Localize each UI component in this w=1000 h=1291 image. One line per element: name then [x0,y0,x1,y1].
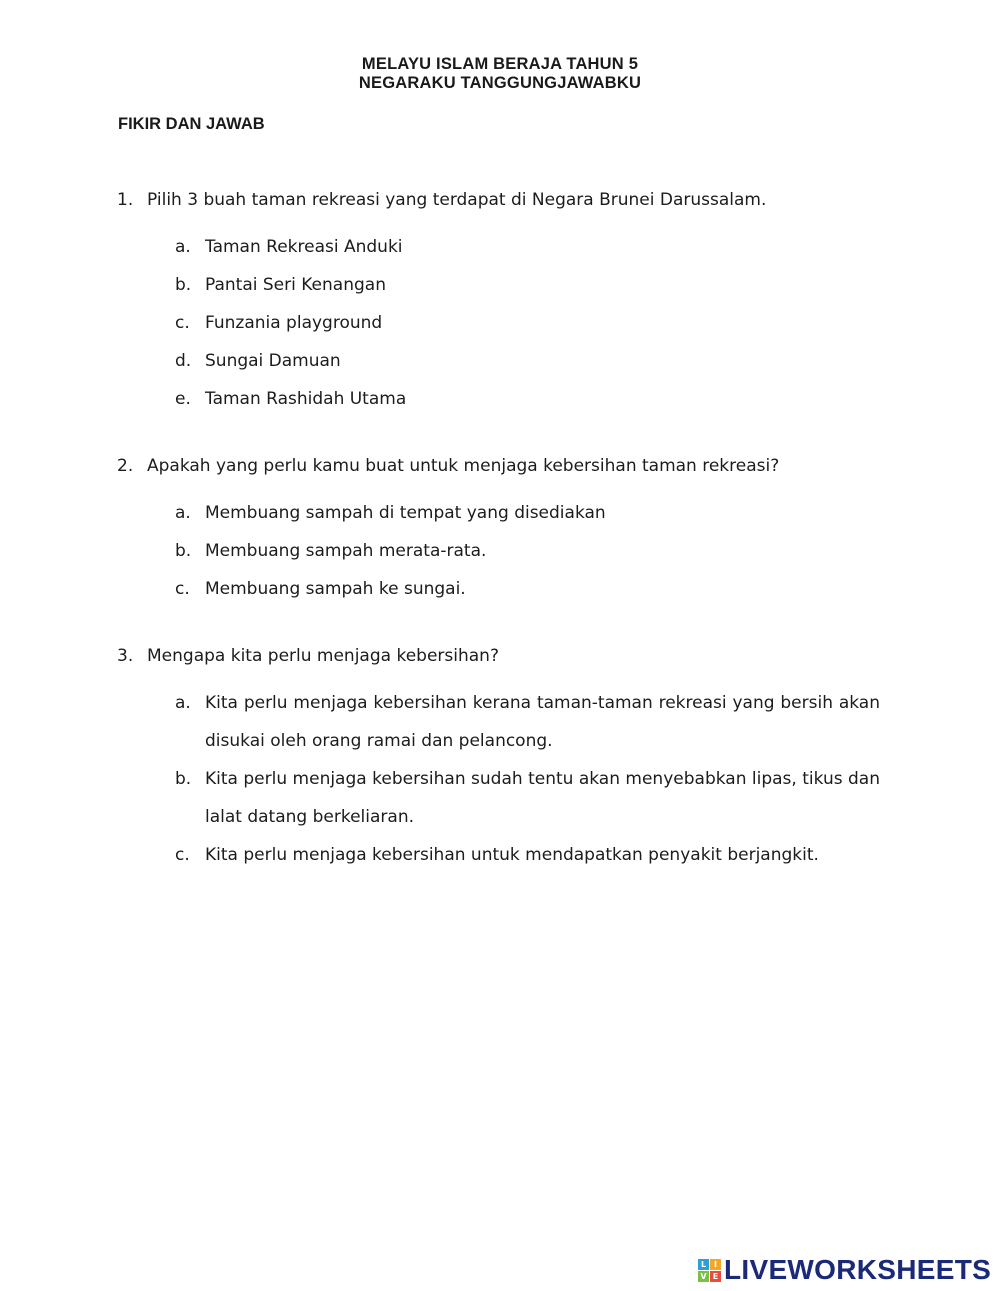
question-number: 1. [117,190,134,210]
option-letter: e. [175,389,191,409]
option-text: Kita perlu menjaga kebersihan untuk mendapatkan penyakit berjangkit. [205,845,819,865]
option-text: Funzania playground [205,313,383,333]
page-subtitle: NEGARAKU TANGGUNGJAWABKU [358,74,642,92]
answer-option[interactable] [175,380,880,418]
answer-option[interactable] [175,228,880,266]
answer-option[interactable] [175,760,880,836]
option-letter: c. [175,579,190,599]
option-text: Kita perlu menjaga kebersihan sudah tentu akan menyebabkan lipas, tikus dan lalat datang berkeliaran. [205,769,880,827]
option-text: Membuang sampah merata-rata. [205,541,487,561]
question-number: 2. [117,456,134,476]
answer-option[interactable] [175,342,880,380]
question-text: Mengapa kita perlu menjaga kebersihan? [147,646,499,666]
question-text: Pilih 3 buah taman rekreasi yang terdapat di Negara Brunei Darussalam. [147,190,767,210]
option-letter: a. [175,693,191,713]
logo-cell: I [710,1259,721,1270]
logo-cell: E [710,1271,721,1282]
answer-option[interactable] [175,266,880,304]
option-letter: d. [175,351,192,371]
section-heading: FIKIR DAN JAWAB [118,115,265,133]
option-text: Membuang sampah ke sungai. [205,579,466,599]
page-title: MELAYU ISLAM BERAJA TAHUN 5 [361,55,639,73]
question-text: Apakah yang perlu kamu buat untuk menjaga kebersihan taman rekreasi? [147,456,780,476]
answer-options [175,228,880,418]
question-number: 3. [117,646,134,666]
logo-cell: L [698,1259,709,1270]
option-letter: b. [175,275,192,295]
answer-option[interactable] [175,304,880,342]
option-letter: b. [175,769,192,789]
logo-cell: V [698,1271,709,1282]
option-letter: c. [175,845,190,865]
liveworksheets-brand[interactable] [698,1254,991,1286]
brand-name: LIVEWORKSHEETS [724,1254,992,1285]
option-text: Kita perlu menjaga kebersihan kerana taman-taman rekreasi yang bersih akan disukai oleh orang ramai dan pelancong. [205,693,880,751]
option-text: Membuang sampah di tempat yang disediakan [205,503,606,523]
option-text: Pantai Seri Kenangan [205,275,386,295]
option-letter: a. [175,503,191,523]
answer-option[interactable] [175,494,880,532]
option-text: Sungai Damuan [205,351,341,371]
answer-options [175,684,880,874]
answer-option[interactable] [175,532,880,570]
option-text: Taman Rekreasi Anduki [205,237,403,257]
liveworksheets-logo-icon [698,1259,721,1282]
answer-option[interactable] [175,684,880,760]
option-letter: b. [175,541,192,561]
option-letter: c. [175,313,190,333]
option-text: Taman Rashidah Utama [205,389,407,409]
answer-options [175,494,880,608]
answer-option[interactable] [175,570,880,608]
option-letter: a. [175,237,191,257]
answer-option[interactable] [175,836,880,874]
